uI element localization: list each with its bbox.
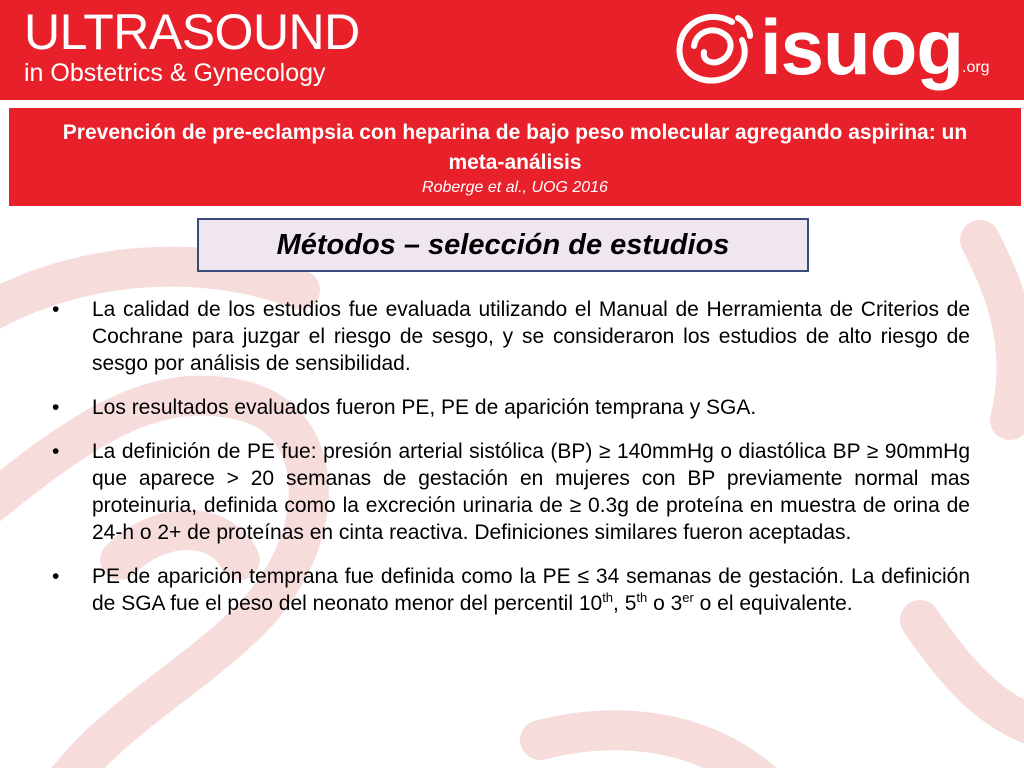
- journal-subtitle: in Obstetrics & Gynecology: [24, 59, 326, 87]
- article-citation: Roberge et al., UOG 2016: [422, 179, 608, 196]
- bullet-text-part: o 3: [647, 592, 683, 615]
- isuog-logo: [660, 0, 1024, 100]
- article-title: Prevención de pre-eclampsia con heparina de bajo peso molecular agregando aspirina: un meta-análisis: [62, 121, 968, 174]
- bullet-marker: •: [52, 440, 60, 463]
- bullet-early-pe-sga: [52, 563, 970, 617]
- logo-wordmark: isuog: [760, 3, 963, 91]
- bullet-marker: •: [52, 298, 60, 321]
- bullet-text: Los resultados evaluados fueron PE, PE de aparición temprana y SGA.: [92, 396, 757, 419]
- bullet-marker: •: [52, 396, 60, 419]
- bullet-text: La calidad de los estudios fue evaluada utilizando el Manual de Herramienta de Criterios de Cochrane para juzgar el riesgo de sesgo, y se consideraron los estudios de alto riesgo de sesgo por análisis de sensibilidad.: [92, 298, 970, 375]
- bullet-marker: •: [52, 565, 60, 588]
- bullet-list: [52, 296, 970, 634]
- bullet-outcomes: [52, 394, 970, 421]
- superscript: er: [682, 590, 694, 605]
- header-bar: [0, 0, 1024, 100]
- isuog-emblem-icon: [672, 10, 756, 88]
- bullet-text-part: , 5: [613, 592, 637, 615]
- bullet-text-part: PE de aparición temprana fue definida como la PE ≤ 34 semanas de gestación. La definición de SGA fue el peso del neonato menor del percentil 10: [92, 565, 970, 615]
- section-heading: Métodos – selección de estudios: [276, 229, 730, 261]
- bullet-text: La definición de PE fue: presión arterial sistólica (BP) ≥ 140mmHg o diastólica BP ≥ 90mmHg que aparece > 20 semanas de gestación en mujeres con BP previamente normal mas proteinuria, definida como la excreción urinaria de ≥ 0.3g de proteína en muestra de orina de 24-h o 2+ de proteínas en cinta reactiva. Definiciones similares fueron aceptadas.: [92, 440, 970, 544]
- section-heading-box: [197, 218, 809, 272]
- article-title-band: [9, 108, 1021, 206]
- superscript: th: [602, 590, 614, 605]
- bullet-text-part: o el equivalente.: [693, 592, 853, 615]
- bullet-pe-definition: [52, 438, 970, 546]
- superscript: th: [636, 590, 648, 605]
- bullet-quality: [52, 296, 970, 377]
- bullet-text: [92, 565, 970, 615]
- journal-title: ULTRASOUND: [24, 4, 360, 60]
- logo-suffix: .org: [962, 59, 990, 76]
